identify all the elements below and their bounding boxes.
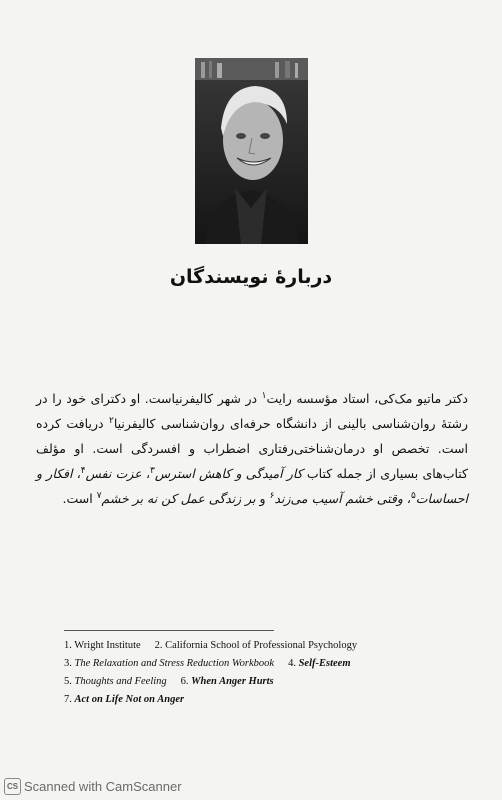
- footnote-4-title: Self-Esteem: [298, 658, 351, 669]
- footnote-7-number: 7.: [64, 694, 75, 705]
- author-photo: [195, 58, 308, 244]
- book-title: عزت نفس: [85, 466, 142, 481]
- footnote-6-number: 6.: [180, 676, 192, 687]
- footnotes: [64, 637, 484, 709]
- scanner-watermark: [0, 776, 182, 796]
- footnote-1: 1. Wright Institute: [64, 640, 141, 651]
- footnote-ref-4: ۴: [80, 465, 86, 476]
- footnote-ref-2: ۲: [109, 415, 114, 426]
- camscanner-logo-icon: CS: [4, 778, 21, 795]
- separator: ،: [141, 466, 150, 481]
- author-portrait-image: [195, 58, 308, 244]
- footnote-3-number: 3.: [64, 658, 75, 669]
- page-title: دربارهٔ نویسندگان: [169, 266, 333, 288]
- book-title: بر زندگی عمل کن نه بر خشم: [101, 491, 256, 506]
- footnote-divider: [64, 630, 274, 631]
- footnote-6-title: When Anger Hurts: [191, 676, 274, 687]
- footnote-2: 2. California School of Professional Psychology: [154, 640, 358, 651]
- scanner-label: Scanned with CamScanner: [24, 778, 182, 794]
- footnote-5-title: Thoughts and Feeling: [74, 676, 167, 687]
- footnote-ref-5: ۵: [410, 490, 416, 501]
- separator: ،: [72, 466, 81, 481]
- separator: و: [255, 491, 270, 506]
- footnote-3-title: The Relaxation and Stress Reduction Workbook: [74, 658, 275, 669]
- book-title: افکار و احساسات: [36, 466, 468, 506]
- footnote-5-number: 5.: [64, 676, 75, 687]
- footnote-ref-7: ۷: [96, 490, 102, 501]
- bio-text: است.: [62, 491, 97, 506]
- separator: ،: [402, 491, 411, 506]
- footnote-4-number: 4.: [288, 658, 299, 669]
- bio-text: در شهر کالیفرنیاست. او دکترای خود را در رشتهٔ روان‌شناسی بالینی از دانشگاه حرفه‌ای روان‌شناسی کالیفرنیا: [36, 391, 468, 431]
- footnote-ref-3: ۳: [150, 465, 155, 476]
- footnote-line: [64, 691, 484, 709]
- author-bio-paragraph: [36, 386, 468, 511]
- footnote-ref-6: ۶: [269, 490, 275, 501]
- footnote-line: [64, 673, 484, 691]
- footnote-ref-1: ۱: [261, 390, 267, 401]
- bio-text: دریافت کرده است. تخصص او درمان‌شناختی‌رفتاری اضطراب و افسردگی است. او مؤلف کتاب‌های بسیاری از جمله کتاب: [36, 416, 468, 481]
- footnote-line: [64, 637, 484, 655]
- book-title: کار آمیدگی و کاهش استرس: [154, 466, 303, 481]
- book-title: وقتی خشم آسیب می‌زند: [274, 491, 403, 506]
- bio-text: دکتر ماتیو مک‌کی، استاد مؤسسه رایت: [266, 391, 468, 406]
- footnote-7-title: Act on Life Not on Anger: [74, 694, 185, 705]
- footnote-line: [64, 655, 484, 673]
